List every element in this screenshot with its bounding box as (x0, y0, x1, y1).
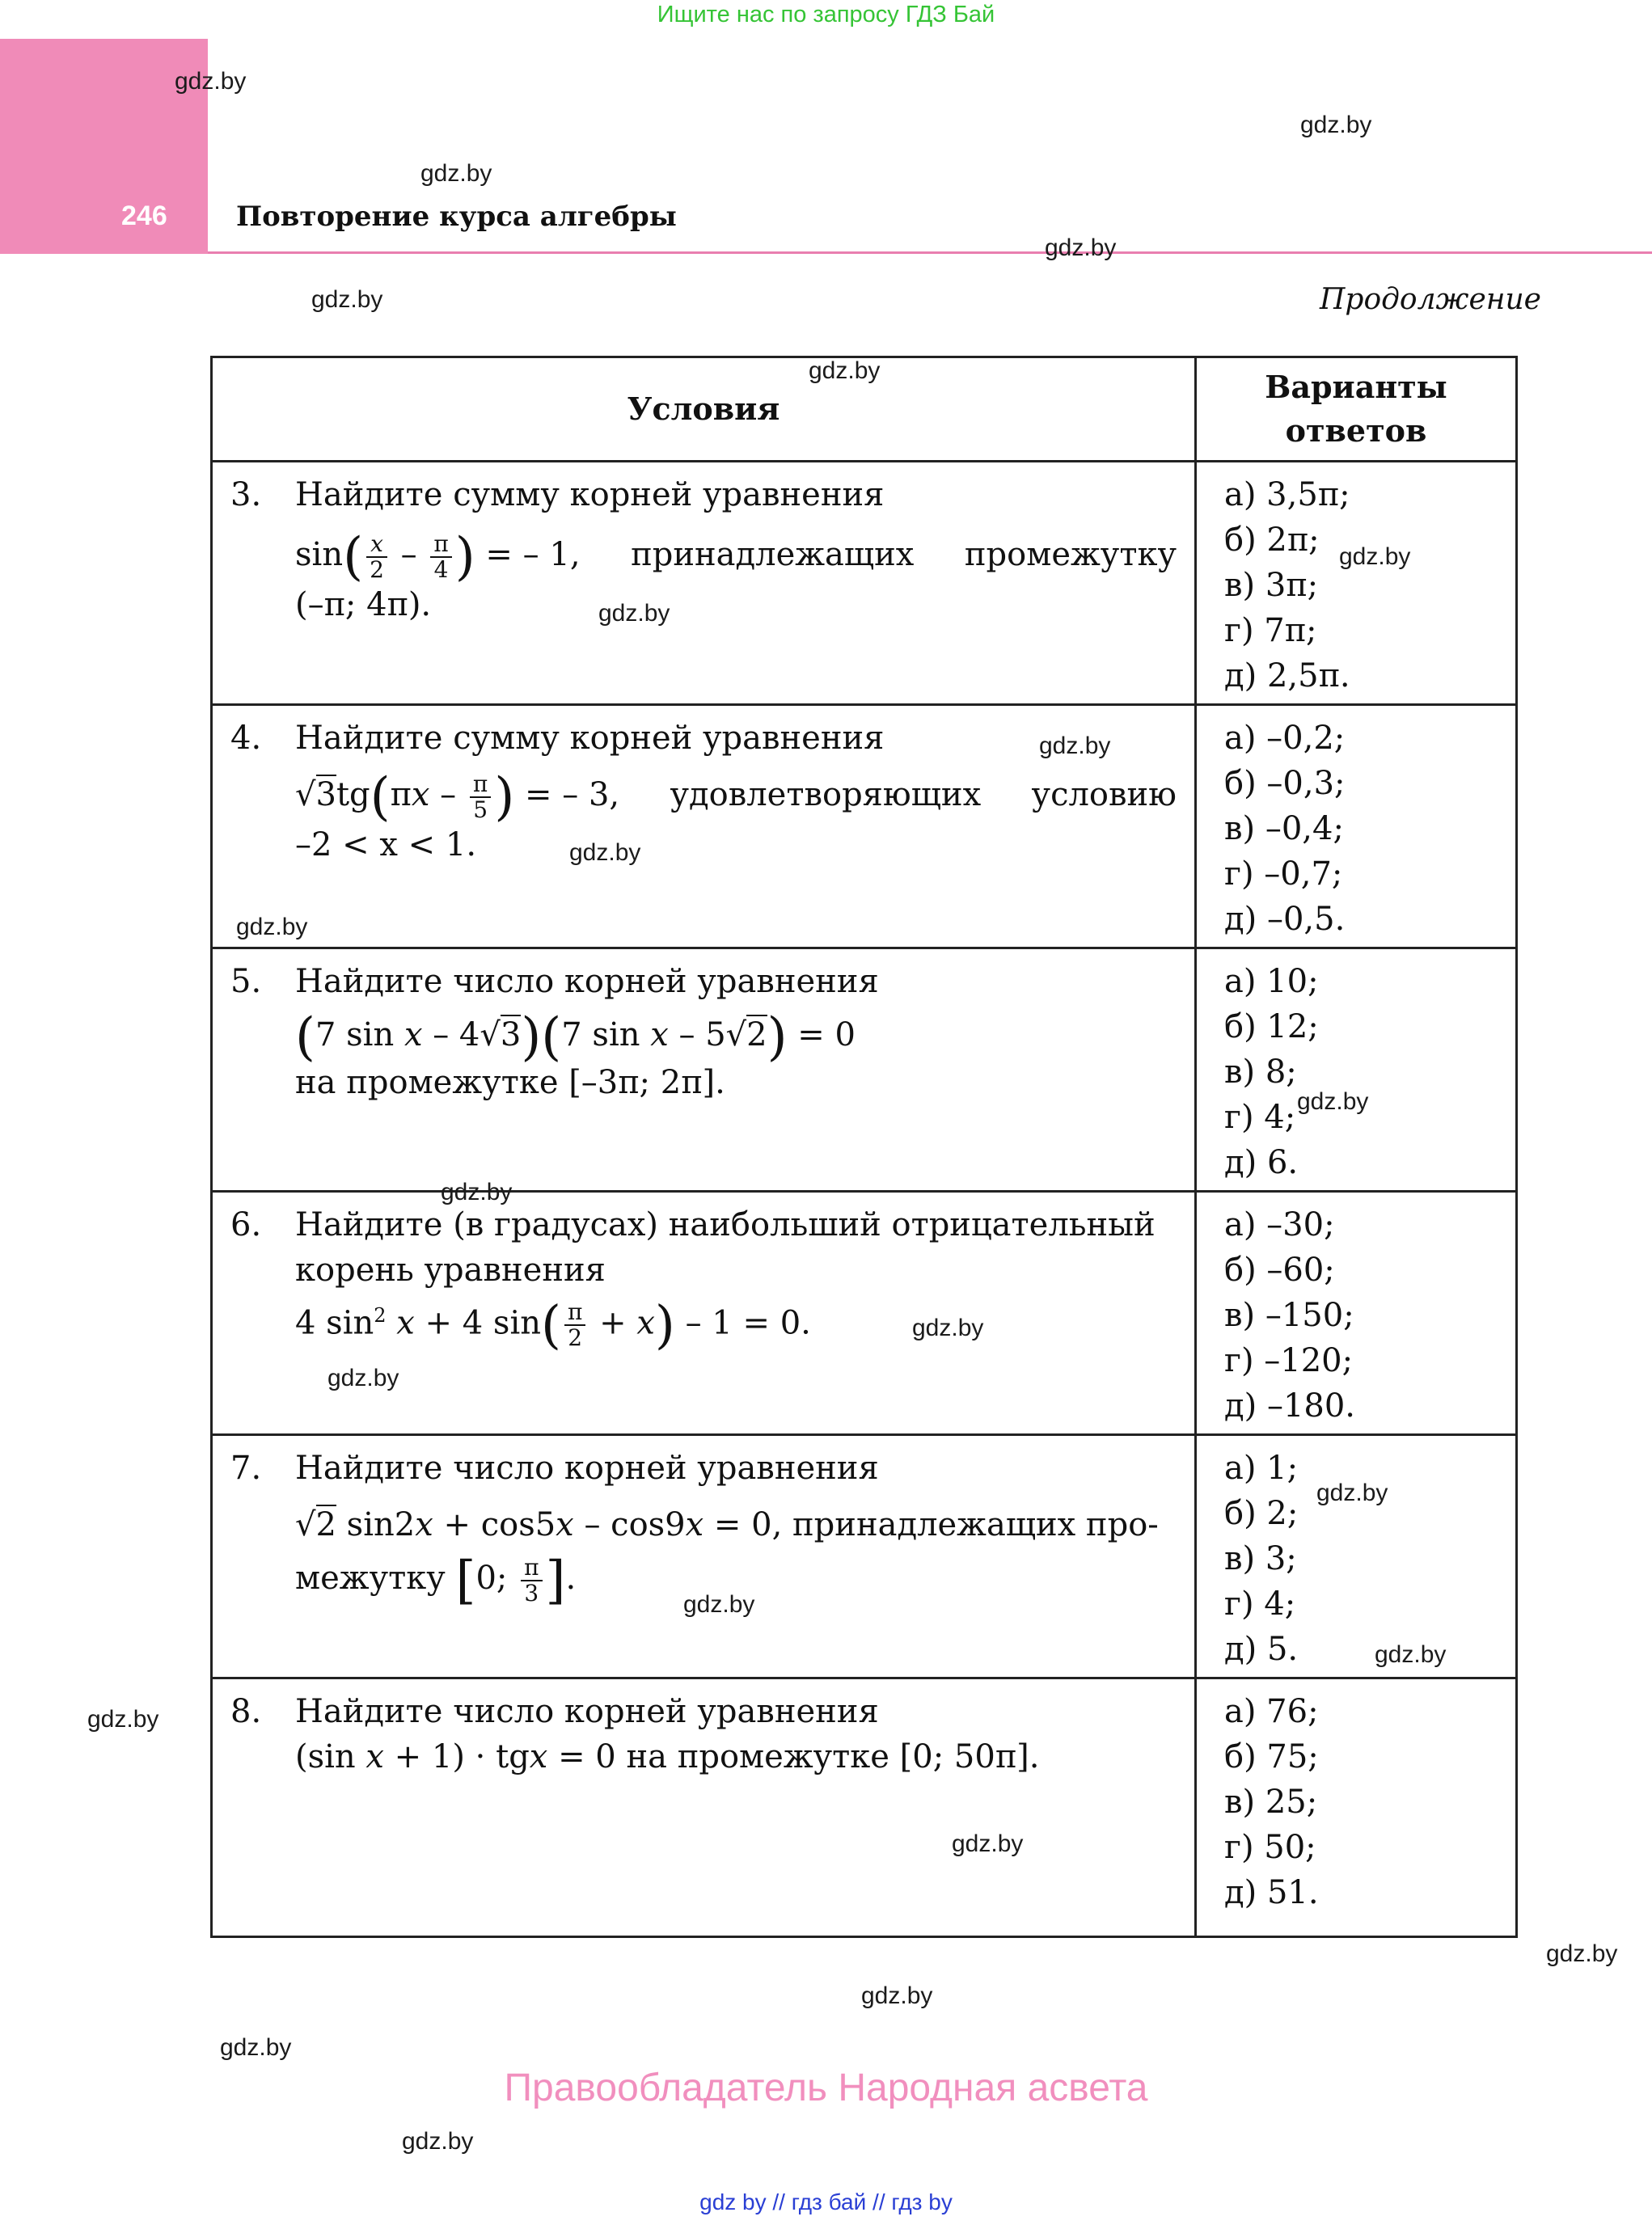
question-row-3 (212, 462, 1517, 705)
question-4-answers (1196, 705, 1517, 948)
question-text: Найдите сумму корней уравнения (295, 476, 885, 513)
question-7-answers (1196, 1435, 1517, 1678)
question-8-answers (1196, 1678, 1517, 1937)
question-tail: , принадлежащих про- (771, 1506, 1159, 1543)
watermark: gdz.by (1339, 543, 1411, 570)
answer-option: д) 5. (1224, 1631, 1299, 1668)
answer-option: г) 7π; (1224, 612, 1317, 649)
watermark: gdz.by (861, 1982, 933, 2009)
question-text-2: корень уравнения (295, 1252, 606, 1289)
answer-option: г) 50; (1224, 1829, 1316, 1866)
answer-option: б) 75; (1224, 1738, 1319, 1775)
answer-option: б) 2π; (1224, 521, 1320, 559)
question-last-line: (–π; 4π). (295, 586, 432, 623)
answer-option: а) 10; (1224, 963, 1319, 1000)
equation: √3tg(πx – $\frac{\pi}{5}$ ) = – 3, (295, 767, 620, 827)
question-6-answers (1196, 1192, 1517, 1435)
header-answers-line2: ответов (1285, 412, 1427, 449)
watermark: gdz.by (912, 1315, 984, 1341)
questions-table (210, 356, 1518, 1938)
question-number: 6. (230, 1206, 262, 1243)
question-5-answers (1196, 948, 1517, 1192)
header-rule (208, 251, 1652, 254)
question-number: 8. (230, 1693, 262, 1730)
answer-option: а) –30; (1224, 1206, 1335, 1243)
question-last-line: на промежутке [–3π; 2π]. (295, 1064, 725, 1101)
question-number: 4. (230, 720, 262, 757)
watermark: gdz.by (1375, 1641, 1447, 1668)
question-7-condition (212, 1435, 1196, 1678)
answer-option: д) 51. (1224, 1874, 1319, 1911)
answer-option: а) 76; (1224, 1693, 1319, 1730)
answer-option: г) 4; (1224, 1099, 1296, 1136)
answer-option: а) 3,5π; (1224, 476, 1350, 513)
question-tail-1: удовлетворяющих (670, 776, 982, 813)
copyright-footer: Правообладатель Народная асвета (504, 2067, 1148, 2109)
watermark: gdz.by (1546, 1940, 1618, 1967)
page-number: 246 (121, 201, 167, 231)
question-8-condition (212, 1678, 1196, 1937)
section-title: Повторение курса алгебры (236, 201, 677, 233)
question-row-8 (212, 1678, 1517, 1937)
question-tail-2: условию (1031, 776, 1177, 813)
answer-option: в) 3; (1224, 1540, 1297, 1577)
watermark: gdz.by (420, 160, 492, 187)
answer-option: г) –120; (1224, 1342, 1354, 1379)
answer-option: д) 6. (1224, 1144, 1299, 1181)
question-3-condition (212, 462, 1196, 705)
answer-option: а) –0,2; (1224, 720, 1346, 757)
interval: [0; $\frac{\pi}{3}$ ]. (455, 1551, 577, 1611)
watermark: gdz.by (327, 1365, 399, 1391)
question-tail-1: принадлежащих (631, 536, 915, 573)
answer-option: в) –150; (1224, 1297, 1354, 1334)
watermark: gdz.by (87, 1706, 159, 1733)
answer-option: б) 12; (1224, 1008, 1319, 1045)
question-number: 3. (230, 476, 262, 513)
watermark: gdz.by (598, 600, 670, 627)
watermark: gdz.by (175, 68, 247, 95)
question-5-condition (212, 948, 1196, 1192)
watermark: gdz.by (1300, 112, 1372, 138)
question-6-condition (212, 1192, 1196, 1435)
answer-option: в) –0,4; (1224, 810, 1344, 847)
question-text: Найдите число корней уравнения (295, 1450, 879, 1487)
answer-option: б) 2; (1224, 1495, 1299, 1532)
watermark: gdz.by (1045, 234, 1117, 261)
watermark: gdz.by (1316, 1480, 1388, 1506)
answer-option: д) 2,5π. (1224, 657, 1350, 695)
question-text: Найдите (в градусах) наибольший отрицательный (295, 1206, 1156, 1243)
answer-option: б) –0,3; (1224, 765, 1346, 802)
answer-option: в) 3π; (1224, 567, 1319, 604)
question-row-7 (212, 1435, 1517, 1678)
watermark: gdz.by (952, 1830, 1024, 1857)
answer-option: а) 1; (1224, 1450, 1299, 1487)
equation: (7 sin x – 4√3)(7 sin x – 5√2) = 0 (295, 1007, 856, 1067)
header-answers (1196, 357, 1517, 462)
header-conditions: Условия (212, 357, 1196, 462)
question-last-line: межутку (295, 1560, 446, 1597)
watermark: gdz.by (569, 839, 641, 866)
watermark: gdz.by (311, 286, 383, 313)
question-text: Найдите число корней уравнения (295, 1693, 879, 1730)
watermark: gdz.by (220, 2034, 292, 2061)
question-row-4 (212, 705, 1517, 948)
question-text: Найдите число корней уравнения (295, 963, 879, 1000)
equation: sin( $\frac{x}{2}$ – $\frac{\pi}{4}$ ) = – 1, (295, 527, 581, 587)
equation: √2 sin2x + cos5x – cos9x = 0 (295, 1506, 772, 1543)
question-tail-2: промежутку (964, 536, 1177, 573)
equation: (sin x + 1) · tgx = 0 (295, 1738, 627, 1775)
answer-option: в) 8; (1224, 1053, 1297, 1091)
answer-option: г) –0,7; (1224, 855, 1343, 893)
answer-option: д) –180. (1224, 1387, 1356, 1425)
continuation-label: Продолжение (1320, 283, 1541, 316)
question-3-answers (1196, 462, 1517, 705)
watermark: gdz.by (809, 357, 881, 384)
watermark: gdz.by (1039, 733, 1111, 759)
top-banner[interactable]: Ищите нас по запросу ГДЗ Бай (657, 2, 995, 27)
answer-option: б) –60; (1224, 1252, 1335, 1289)
question-number: 5. (230, 963, 262, 1000)
watermark: gdz.by (1297, 1088, 1369, 1115)
header-answers-line1: Варианты (1265, 369, 1447, 405)
question-row-5 (212, 948, 1517, 1192)
watermark: gdz.by (441, 1179, 513, 1205)
question-tail: на промежутке [0; 50π]. (626, 1738, 1040, 1775)
watermark: gdz.by (236, 914, 308, 940)
bottom-links[interactable]: gdz by // гдз бай // гдз by (699, 2189, 953, 2214)
answer-option: д) –0,5. (1224, 901, 1346, 938)
watermark: gdz.by (402, 2128, 474, 2155)
answer-option: г) 4; (1224, 1585, 1296, 1623)
question-row-6 (212, 1192, 1517, 1435)
answer-option: в) 25; (1224, 1784, 1318, 1821)
equation: 4 $\sin^2 x + 4$ sin( $\frac{\pi}{2}$ + x) – 1 = 0. (295, 1295, 811, 1356)
question-number: 7. (230, 1450, 262, 1487)
question-last-line: –2 < x < 1. (295, 826, 477, 863)
question-text: Найдите сумму корней уравнения (295, 720, 885, 757)
watermark: gdz.by (683, 1591, 755, 1618)
